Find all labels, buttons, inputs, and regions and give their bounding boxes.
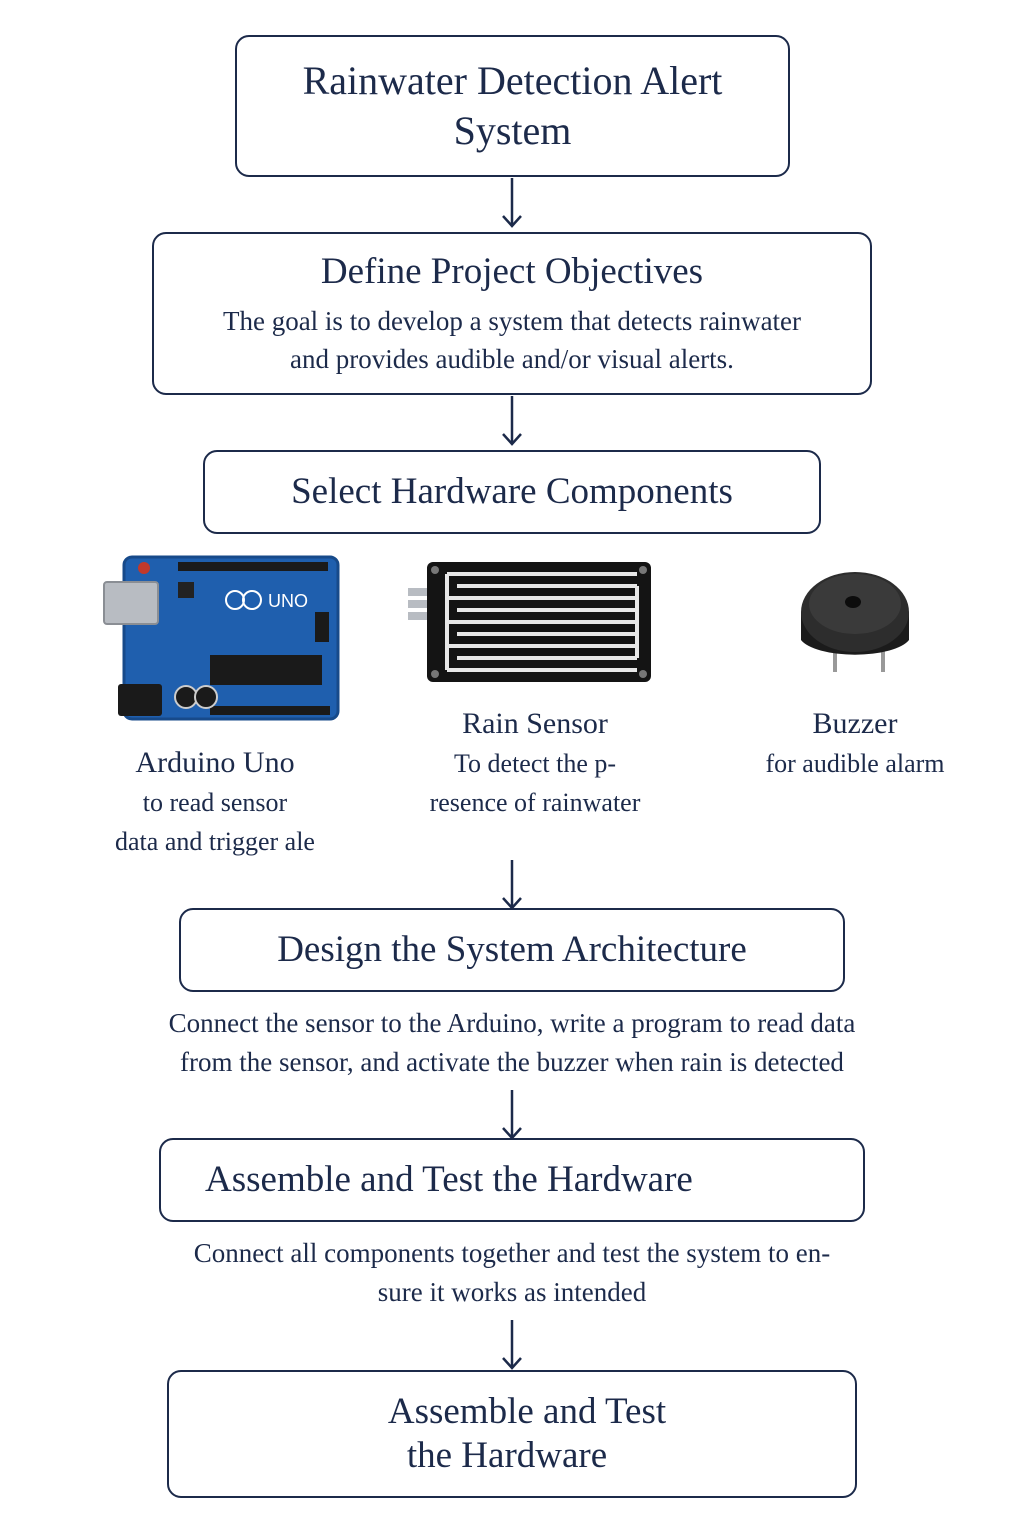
arduino-name: Arduino Uno bbox=[135, 746, 295, 779]
assemble-box bbox=[159, 1138, 865, 1222]
hardware-heading: Select Hardware Components bbox=[291, 471, 733, 512]
rain-sensor-label bbox=[390, 704, 680, 822]
final-line-1: Assemble and Test bbox=[387, 1391, 667, 1432]
assemble-description bbox=[62, 1234, 962, 1312]
hardware-box bbox=[203, 450, 821, 534]
rain-sensor-image bbox=[405, 560, 655, 685]
architecture-description bbox=[62, 1004, 962, 1082]
arduino-desc-line-1: to read sensor bbox=[142, 788, 288, 817]
buzzer-label bbox=[730, 704, 980, 783]
objectives-box bbox=[152, 232, 872, 395]
title-box bbox=[235, 35, 790, 177]
arduino-board-label: UNO bbox=[268, 591, 308, 611]
buzzer-image bbox=[795, 562, 915, 677]
buzzer-desc-line-1: for audible alarm bbox=[765, 749, 945, 778]
arrow-down-3 bbox=[500, 860, 524, 910]
rain-sensor-desc-line-1: To detect the p- bbox=[453, 749, 617, 778]
arrow-down-1 bbox=[500, 178, 524, 228]
architecture-heading: Design the System Architecture bbox=[277, 929, 747, 970]
architecture-line-1: Connect the sensor to the Arduino, write a program to read data bbox=[168, 1008, 856, 1038]
arduino-label bbox=[70, 743, 360, 861]
arduino-desc-line-2: data and trigger ale bbox=[115, 827, 315, 856]
objectives-line-2: and provides audible and/or visual alerts. bbox=[290, 343, 734, 374]
arduino-uno-image bbox=[100, 552, 345, 722]
final-line-2: the Hardware bbox=[406, 1435, 608, 1476]
rain-sensor-desc-line-2: resence of rainwater bbox=[429, 788, 641, 817]
objectives-line-1: The goal is to develop a system that detects rainwater bbox=[222, 305, 802, 336]
buzzer-name: Buzzer bbox=[812, 707, 898, 740]
title-line-1: Rainwater Detection Alert bbox=[302, 58, 723, 103]
architecture-line-2: from the sensor, and activate the buzzer when rain is detected bbox=[180, 1047, 844, 1077]
assemble-line-1: Connect all components together and test the system to en- bbox=[193, 1238, 831, 1268]
title-line-2: System bbox=[453, 108, 572, 153]
objectives-heading: Define Project Objectives bbox=[320, 250, 704, 292]
final-box bbox=[167, 1370, 857, 1498]
arrow-down-2 bbox=[500, 396, 524, 446]
assemble-heading: Assemble and Test the Hardware bbox=[205, 1159, 693, 1200]
rain-sensor-name: Rain Sensor bbox=[462, 707, 608, 740]
arrow-down-4 bbox=[500, 1090, 524, 1140]
arrow-down-5 bbox=[500, 1320, 524, 1370]
architecture-box bbox=[179, 908, 845, 992]
assemble-line-2: sure it works as intended bbox=[377, 1277, 647, 1307]
